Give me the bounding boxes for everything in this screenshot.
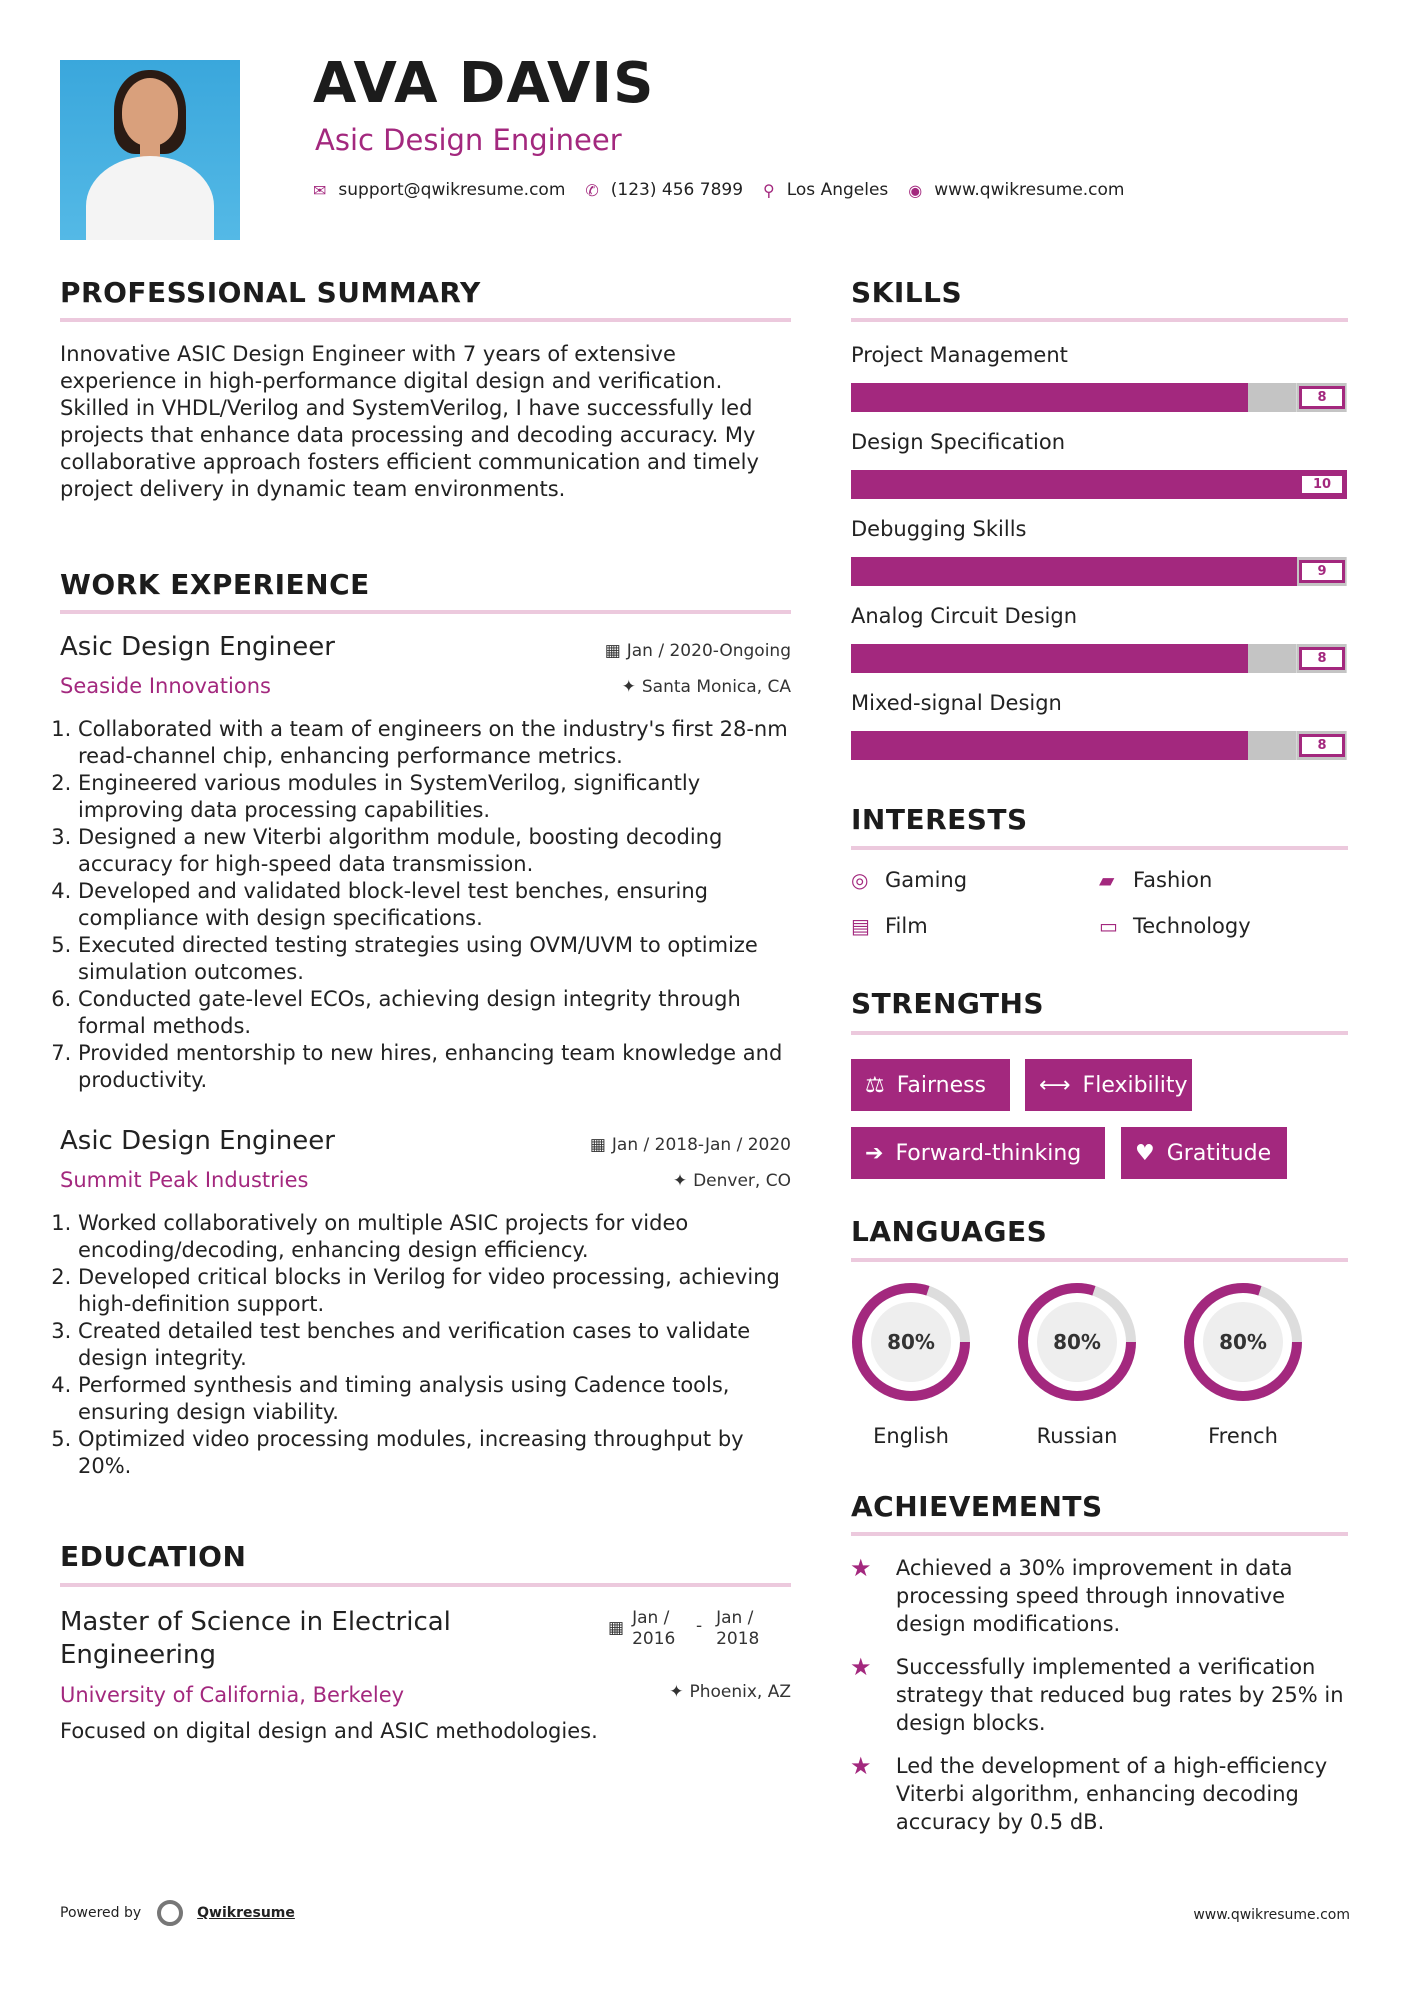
star-icon: ★ bbox=[850, 1653, 872, 1681]
interests-divider bbox=[851, 846, 1348, 850]
skill-score: 9 bbox=[1299, 560, 1345, 583]
languages-divider bbox=[851, 1258, 1348, 1262]
shopping-bag-icon: ▰ bbox=[1099, 868, 1115, 892]
language-percent: 80% bbox=[887, 1330, 935, 1354]
skill-score: 8 bbox=[1299, 386, 1345, 409]
interest-item: ▰ Fashion bbox=[1099, 868, 1213, 892]
job-location: ✦ Santa Monica, CA bbox=[621, 677, 791, 697]
strength-badge: ➔ Forward-thinking bbox=[851, 1127, 1105, 1179]
list-item: 5. Optimized video processing modules, increasing throughput by 20%. bbox=[78, 1426, 800, 1480]
skill-score: 8 bbox=[1299, 734, 1345, 757]
phone-icon: ✆ bbox=[585, 180, 599, 200]
gamepad-icon: ◎ bbox=[851, 868, 869, 892]
language-item bbox=[1178, 1280, 1308, 1448]
job-location: ✦ Denver, CO bbox=[672, 1171, 791, 1191]
job-company: Seaside Innovations bbox=[60, 674, 271, 698]
list-item: 2. Developed critical blocks in Verilog for video processing, achieving high-definition support. bbox=[78, 1264, 800, 1318]
list-item: 2. Engineered various modules in SystemVerilog, significantly improving data processing capabilities. bbox=[78, 770, 800, 824]
achievement-item: ★ Successfully implemented a verification strategy that reduced bug rates by 25% in design blocks. bbox=[850, 1653, 1344, 1735]
job-duties-list bbox=[60, 1210, 800, 1480]
strengths-divider bbox=[851, 1031, 1348, 1035]
contact-bar bbox=[313, 180, 1145, 200]
heart-icon: ♥ bbox=[1135, 1140, 1155, 1166]
achievement-item: ★ Achieved a 30% improvement in data processing speed through innovative design modifications. bbox=[850, 1554, 1293, 1636]
laptop-icon: ▭ bbox=[1099, 914, 1118, 938]
achievement-item: ★ Led the development of a high-efficiency Viterbi algorithm, enhancing decoding accuracy by 0.5 dB. bbox=[850, 1752, 1328, 1834]
language-percent: 80% bbox=[1219, 1330, 1267, 1354]
summary-text: Innovative ASIC Design Engineer with 7 years of extensive experience in high-performance digital design and verification. Skilled in VHDL/Verilog and SystemVerilog, I have successfully led projects that enhance data processing and decoding accuracy. My collaborative approach fosters efficient communication and timely project delivery in dynamic team environments. bbox=[60, 342, 759, 501]
job-duties-list bbox=[60, 716, 800, 1094]
list-item: 4. Developed and validated block-level test benches, ensuring compliance with design specifications. bbox=[78, 878, 800, 932]
envelope-icon: ✉ bbox=[313, 180, 327, 200]
footer-website[interactable]: www.qwikresume.com bbox=[1193, 1907, 1350, 1923]
job-dates: ▦ Jan / 2018-Jan / 2020 bbox=[589, 1135, 791, 1155]
interest-item: ▤ Film bbox=[851, 914, 928, 938]
language-item bbox=[846, 1280, 976, 1448]
contact-phone[interactable]: (123) 456 7899 bbox=[610, 180, 744, 200]
language-name: French bbox=[1208, 1424, 1278, 1448]
candidate-role: Asic Design Engineer bbox=[315, 123, 622, 157]
school-name: University of California, Berkeley bbox=[60, 1683, 405, 1707]
skill-label: Debugging Skills bbox=[851, 517, 1027, 541]
skill-label: Project Management bbox=[851, 343, 1068, 367]
strength-badge: ⚖ Fairness bbox=[851, 1059, 1010, 1111]
skill-score: 8 bbox=[1299, 647, 1345, 670]
pin-icon: ✦ bbox=[669, 1682, 684, 1702]
skill-bar bbox=[851, 470, 1347, 499]
scale-icon: ⚖ bbox=[865, 1072, 885, 1098]
strength-badge: ♥ Gratitude bbox=[1121, 1127, 1287, 1179]
job-title: Asic Design Engineer bbox=[60, 1126, 335, 1156]
achievements-heading: ACHIEVEMENTS bbox=[851, 1490, 1103, 1523]
strength-badge: ⟷ Flexibility bbox=[1025, 1059, 1192, 1111]
globe-icon: ◉ bbox=[908, 180, 923, 200]
map-pin-icon: ⚲ bbox=[763, 180, 775, 200]
list-item: 3. Created detailed test benches and verification cases to validate design integrity. bbox=[78, 1318, 800, 1372]
skills-divider bbox=[851, 318, 1348, 322]
list-item: 1. Collaborated with a team of engineers on the industry's first 28-nm read-channel chip, enhancing performance metrics. bbox=[78, 716, 800, 770]
skill-bar bbox=[851, 731, 1347, 760]
pin-icon: ✦ bbox=[621, 677, 636, 697]
contact-website[interactable]: www.qwikresume.com bbox=[934, 180, 1125, 200]
arrows-horizontal-icon: ⟷ bbox=[1039, 1072, 1071, 1098]
interests-heading: INTERESTS bbox=[851, 803, 1028, 836]
skill-score: 10 bbox=[1299, 473, 1345, 496]
list-item: 1. Worked collaboratively on multiple ASIC projects for video encoding/decoding, enhancing design efficiency. bbox=[78, 1210, 800, 1264]
list-item: 7. Provided mentorship to new hires, enhancing team knowledge and productivity. bbox=[78, 1040, 800, 1094]
education-description: Focused on digital design and ASIC methodologies. bbox=[60, 1719, 598, 1743]
language-name: English bbox=[873, 1424, 949, 1448]
list-item: 3. Designed a new Viterbi algorithm module, boosting decoding accuracy for high-speed data transmission. bbox=[78, 824, 800, 878]
experience-divider bbox=[60, 610, 791, 614]
language-name: Russian bbox=[1036, 1424, 1118, 1448]
footer-powered-by: Powered by Qwikresume bbox=[60, 1900, 295, 1926]
strengths-heading: STRENGTHS bbox=[851, 987, 1045, 1020]
star-icon: ★ bbox=[850, 1752, 872, 1780]
qwikresume-logo-icon bbox=[157, 1900, 183, 1926]
skill-bar bbox=[851, 383, 1347, 412]
film-icon: ▤ bbox=[851, 914, 870, 938]
summary-divider bbox=[60, 318, 791, 322]
education-divider bbox=[60, 1583, 791, 1587]
interest-item: ▭ Technology bbox=[1099, 914, 1251, 938]
school-location: ✦ Phoenix, AZ bbox=[669, 1682, 791, 1702]
job-title: Asic Design Engineer bbox=[60, 632, 335, 662]
candidate-name: AVA DAVIS bbox=[313, 51, 655, 116]
language-ring bbox=[1015, 1280, 1139, 1404]
contact-email[interactable]: support@qwikresume.com bbox=[338, 180, 566, 200]
job-dates: ▦ Jan / 2020-Ongoing bbox=[604, 641, 791, 661]
skill-bar bbox=[851, 644, 1347, 673]
calendar-icon: ▦ bbox=[608, 1618, 625, 1638]
arrow-right-icon: ➔ bbox=[865, 1140, 884, 1166]
contact-location: Los Angeles bbox=[786, 180, 889, 200]
language-item bbox=[1012, 1280, 1142, 1448]
skill-bar bbox=[851, 557, 1347, 586]
language-percent: 80% bbox=[1053, 1330, 1101, 1354]
pin-icon: ✦ bbox=[672, 1171, 688, 1191]
list-item: 6. Conducted gate-level ECOs, achieving design integrity through formal methods. bbox=[78, 986, 800, 1040]
achievements-divider bbox=[851, 1532, 1348, 1536]
star-icon: ★ bbox=[850, 1554, 872, 1582]
summary-heading: PROFESSIONAL SUMMARY bbox=[60, 276, 481, 309]
language-ring bbox=[849, 1280, 973, 1404]
skill-label: Design Specification bbox=[851, 430, 1066, 454]
skill-label: Analog Circuit Design bbox=[851, 604, 1078, 628]
language-ring bbox=[1181, 1280, 1305, 1404]
calendar-icon: ▦ bbox=[604, 641, 621, 661]
degree-title: Master of Science in Electrical Engineering bbox=[60, 1607, 451, 1670]
skills-heading: SKILLS bbox=[851, 276, 963, 309]
skill-label: Mixed-signal Design bbox=[851, 691, 1062, 715]
education-heading: EDUCATION bbox=[60, 1540, 247, 1573]
footer-brand-link[interactable]: Qwikresume bbox=[197, 1905, 295, 1921]
education-dates: ▦ Jan / 2016 - Jan / 2018 bbox=[608, 1608, 760, 1649]
calendar-icon: ▦ bbox=[589, 1135, 606, 1155]
list-item: 5. Executed directed testing strategies using OVM/UVM to optimize simulation outcomes. bbox=[78, 932, 800, 986]
list-item: 4. Performed synthesis and timing analysis using Cadence tools, ensuring design viability. bbox=[78, 1372, 800, 1426]
languages-heading: LANGUAGES bbox=[851, 1215, 1048, 1248]
interest-item: ◎ Gaming bbox=[851, 868, 968, 892]
job-company: Summit Peak Industries bbox=[60, 1168, 309, 1192]
profile-photo bbox=[60, 60, 240, 240]
experience-heading: WORK EXPERIENCE bbox=[60, 568, 370, 601]
